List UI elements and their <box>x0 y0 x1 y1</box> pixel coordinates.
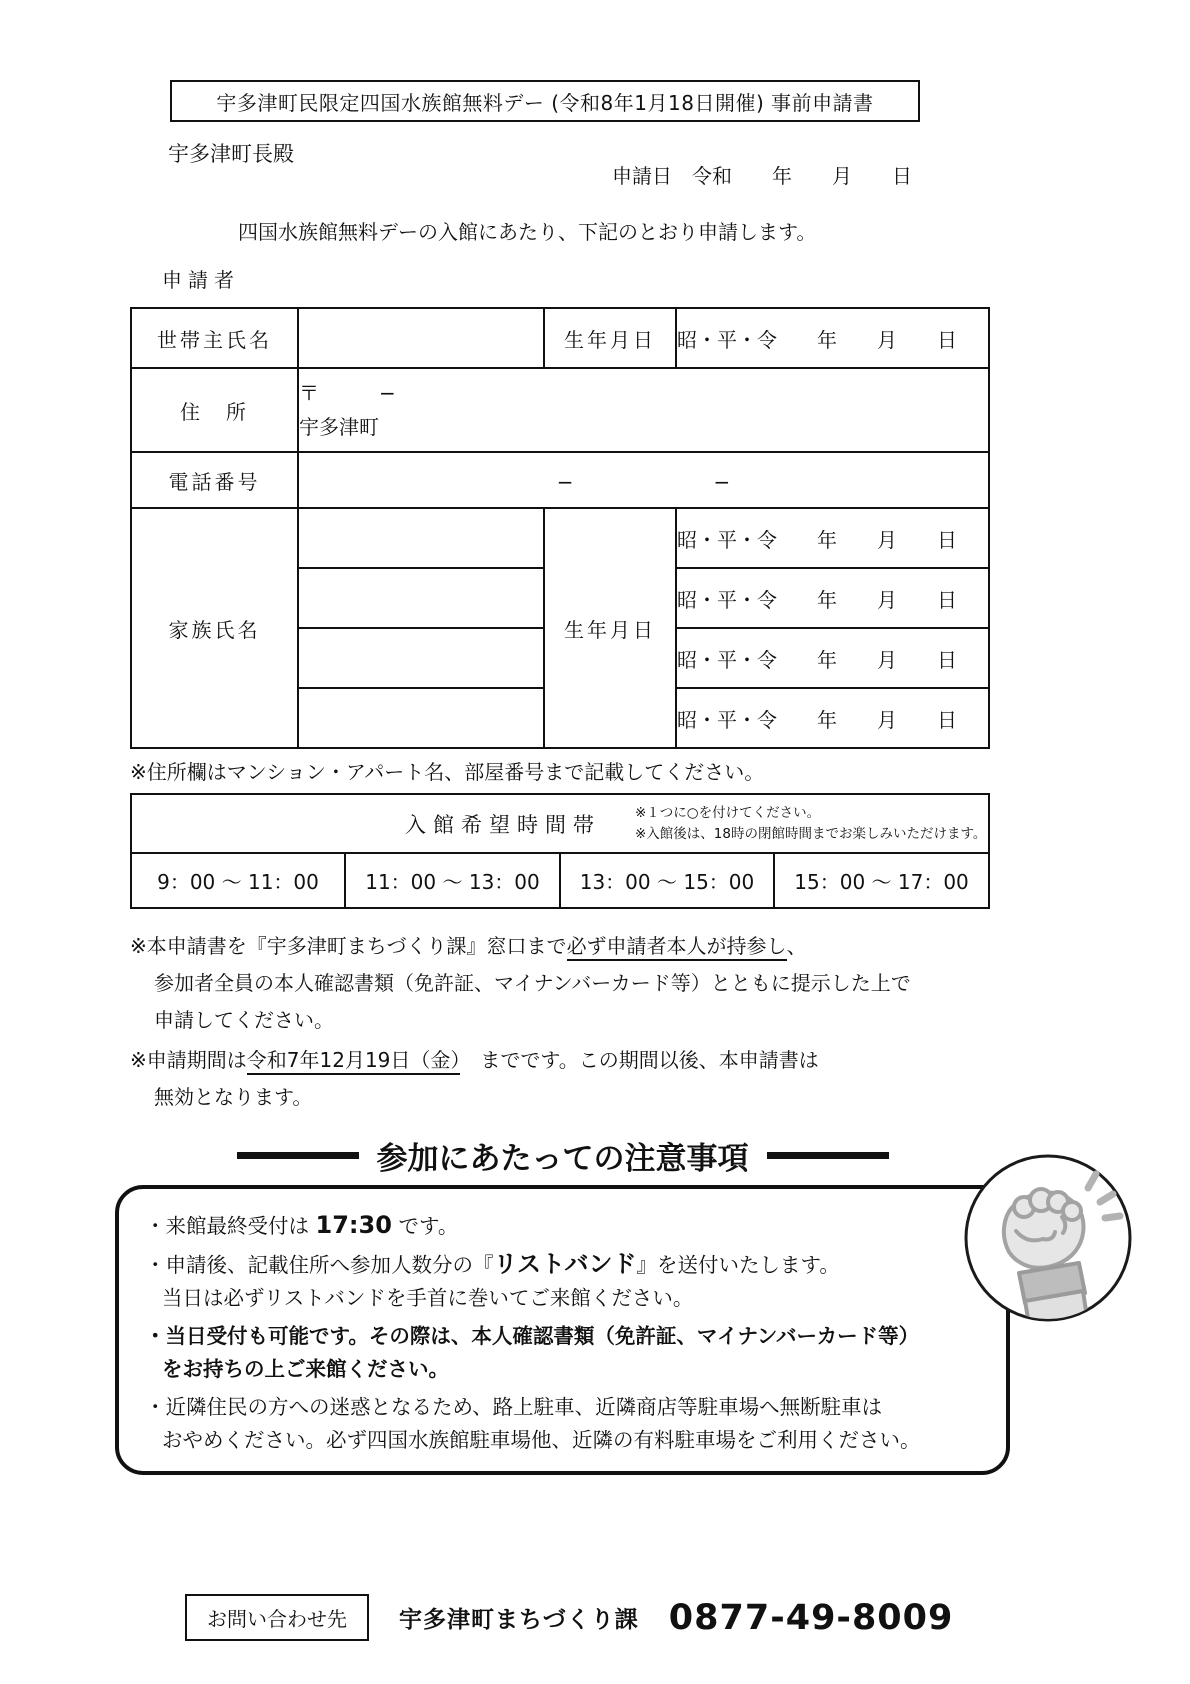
family-birthdate-label: 生年月日 <box>544 508 676 748</box>
family-birthdate-field: 昭・平・令 年 月 日 <box>676 688 989 748</box>
time-table-header <box>131 794 989 853</box>
time-note-2: ※入館後は、18時の閉館時間までお楽しみいただけます。 <box>635 825 987 842</box>
family-name-field <box>298 688 544 748</box>
contact-footer <box>185 1594 953 1641</box>
bullet2-wristband: リストバンド <box>493 1250 637 1278</box>
bullet4-line1: ・近隣住民の方への迷惑となるため、路上駐車、近隣商店等駐車場へ無断駐車は <box>145 1395 883 1419</box>
deadline-note-line2: 無効となります。 <box>154 1085 313 1109</box>
deadline-note <box>130 1042 819 1116</box>
birthdate-label: 生年月日 <box>544 308 676 368</box>
family-birthdate-field: 昭・平・令 年 月 日 <box>676 568 989 628</box>
family-birthdate-field: 昭・平・令 年 月 日 <box>676 508 989 568</box>
submission-note-line1 <box>130 928 911 965</box>
form-title <box>170 80 920 122</box>
addressee: 宇多津町長殿 <box>168 142 294 166</box>
fist-badge <box>962 1152 1134 1324</box>
form-title-text: 宇多津町民限定四国水族館無料デー (令和8年1月18日開催) 事前申請書 <box>216 90 874 115</box>
bullet3-line2: をお持ちの上ご来館ください。 <box>162 1357 449 1381</box>
notice-heading-text: 参加にあたっての注意事項 <box>376 1141 749 1177</box>
deadline-note-line1 <box>130 1042 819 1079</box>
bullet2-line1 <box>145 1248 982 1282</box>
householder-name-label: 世帯主氏名 <box>131 308 298 368</box>
householder-name-field <box>298 308 544 368</box>
time-slot-option: 11：00 ～ 13：00 <box>345 853 560 908</box>
time-header-label: 入館希望時間帯 <box>405 812 601 837</box>
householder-birthdate-field: 昭・平・令 年 月 日 <box>676 308 989 368</box>
time-slot-option: 13：00 ～ 15：00 <box>560 853 774 908</box>
phone-label: 電話番号 <box>131 452 298 508</box>
submission-note-underlined: 必ず申請者本人が持参し <box>567 934 787 961</box>
contact-phone: 0877-49-8009 <box>668 1597 954 1638</box>
time-note-1: ※１つに○を付けてください。 <box>635 805 821 822</box>
heading-rule-right <box>767 1152 889 1159</box>
bullet3-line1: ・当日受付も可能です。その際は、本人確認書類（免許証、マイナンバーカード等） <box>145 1324 920 1348</box>
bullet2-suffix: 』を送付いたします。 <box>636 1253 840 1277</box>
submission-note-line3: 申請してください。 <box>154 1008 334 1032</box>
postal-code-line: 〒 − <box>299 381 396 405</box>
bullet1-time: 17:30 <box>315 1211 392 1239</box>
notice-box <box>115 1185 1010 1475</box>
family-birthdate-field: 昭・平・令 年 月 日 <box>676 628 989 688</box>
deadline-note-prefix: ※申請期間は <box>130 1048 247 1072</box>
family-name-field <box>298 568 544 628</box>
intro-sentence: 四国水族館無料デーの入館にあたり、下記のとおり申請します。 <box>238 220 817 244</box>
phone-field: − − <box>298 452 989 508</box>
bullet1-suffix: です。 <box>391 1214 459 1238</box>
time-slot-table <box>130 793 990 909</box>
applicant-section-label: 申請者 <box>162 268 240 292</box>
contact-label: お問い合わせ先 <box>185 1594 369 1641</box>
notice-bullet-sameday <box>145 1320 982 1386</box>
submission-note-prefix: ※本申請書を『宇多津町まちづくり課』窓口まで <box>130 934 567 958</box>
notice-bullet-last-entry <box>145 1209 982 1243</box>
address-field <box>298 368 989 452</box>
time-header-notes <box>635 803 986 844</box>
notice-bullet-wristband <box>145 1248 982 1315</box>
contact-department: 宇多津町まちづくり課 <box>399 1607 639 1633</box>
applicant-table <box>130 307 990 749</box>
notice-heading <box>115 1133 1010 1178</box>
heading-rule-left <box>237 1152 359 1159</box>
bullet4-line2: おやめください。必ず四国水族館駐車場他、近隣の有料駐車場をご利用ください。 <box>162 1428 921 1452</box>
deadline-note-underlined: 令和7年12月19日（金） <box>247 1048 461 1075</box>
bullet2-line2: 当日は必ずリストバンドを手首に巻いてご来館ください。 <box>162 1286 694 1310</box>
fist-icon <box>962 1152 1134 1324</box>
time-slot-option: 15：00 ～ 17：00 <box>774 853 989 908</box>
notice-bullet-parking <box>145 1391 982 1457</box>
time-slot-option: 9：00 ～ 11：00 <box>131 853 345 908</box>
bullet1-prefix: ・来館最終受付は <box>145 1214 316 1238</box>
deadline-note-suffix: までです。この期間以後、本申請書は <box>460 1048 819 1072</box>
submission-note-suffix: 、 <box>786 934 807 958</box>
submission-note <box>130 928 911 1039</box>
bullet2-prefix: ・申請後、記載住所へ参加人数分の『 <box>145 1253 494 1277</box>
family-name-field <box>298 628 544 688</box>
family-name-label: 家族氏名 <box>131 508 298 748</box>
address-prefill: 宇多津町 <box>299 415 379 439</box>
submission-note-line2: 参加者全員の本人確認書類（免許証、マイナンバーカード等）とともに提示した上で <box>154 971 911 995</box>
application-date-line: 申請日 令和 年 月 日 <box>612 164 912 188</box>
address-label: 住 所 <box>131 368 298 452</box>
address-note: ※住所欄はマンション・アパート名、部屋番号まで記載してください。 <box>130 760 765 784</box>
family-name-field <box>298 508 544 568</box>
